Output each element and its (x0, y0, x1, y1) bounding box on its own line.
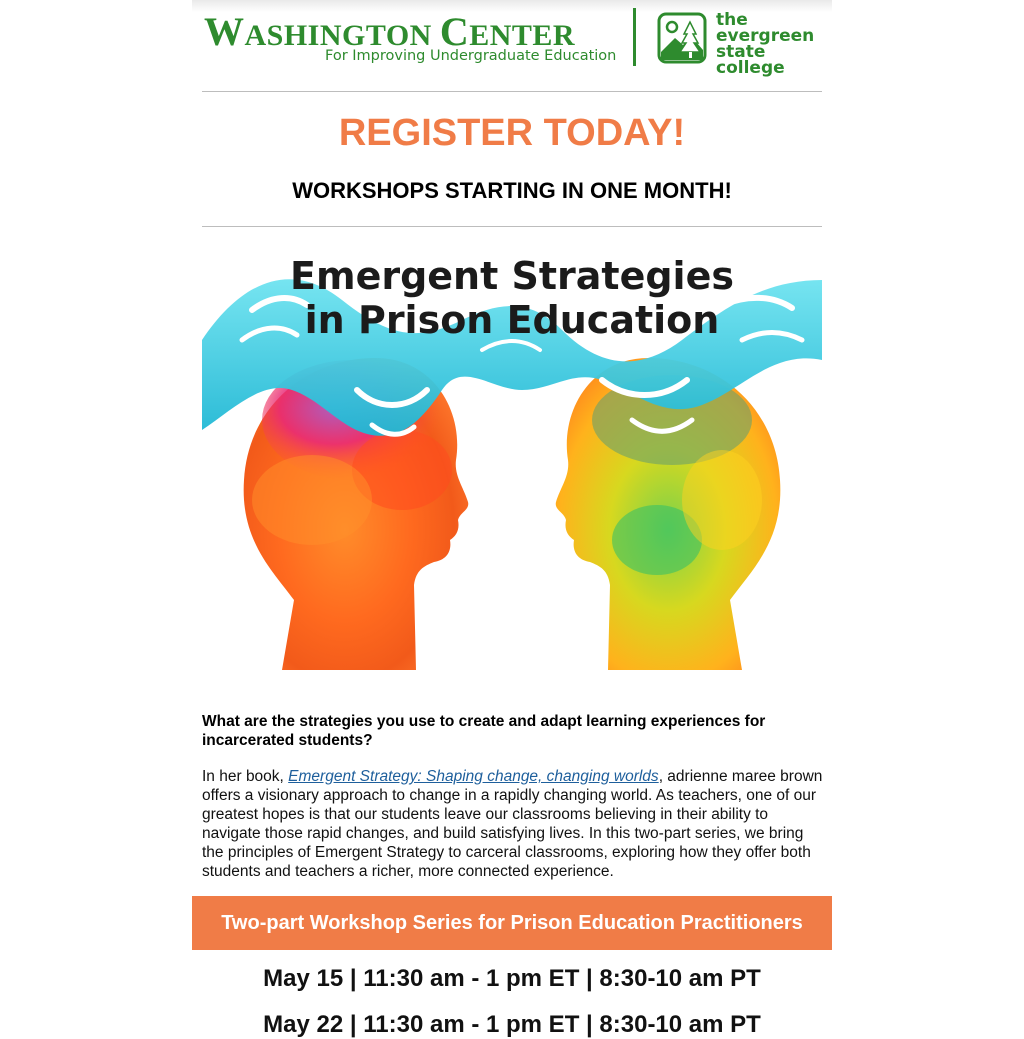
hero-image[interactable] (202, 240, 822, 672)
workshops-starting-heading: WORKSHOPS STARTING IN ONE MONTH! (292, 178, 732, 203)
description-paragraph (202, 767, 824, 881)
hero-title-line-1: Emergent Strategies (290, 254, 734, 298)
hero-title-line-2: in Prison Education (304, 298, 720, 342)
hero-title (202, 254, 822, 342)
series-banner-text: Two-part Workshop Series for Prison Education Practitioners (221, 911, 803, 934)
register-heading: REGISTER TODAY! (338, 112, 686, 154)
college-line-1: the (716, 10, 748, 30)
evergreen-tree-mountain-icon[interactable] (657, 12, 707, 64)
washington-center-subtitle: For Improving Undergraduate Education (325, 48, 617, 64)
session-date-1: May 15 | 11:30 am - 1 pm ET | 8:30-10 am PT (263, 965, 761, 992)
paragraph-body: , adrienne maree brown offers a visionary approach to change in a rapidly changing world. As teachers, one of our greatest hopes is that our students leave our classrooms believing in their ability to navigate those rapid changes, and build satisfying lives. In this two-part series, we bring the principles of Emergent Strategy to carceral classrooms, exploring how they offer both students and teachers a richer, more connected experience. (202, 768, 823, 880)
washington-center-logo-text[interactable]: WASHINGTON CENTER (204, 9, 576, 54)
college-line-2: evergreen (716, 26, 815, 46)
divider-top (202, 91, 822, 92)
header-divider (633, 8, 636, 66)
email-body (192, 0, 832, 1038)
intro-question: What are the strategies you use to create and adapt learning experiences for incarcerated students? (202, 713, 766, 749)
book-link[interactable]: Emergent Strategy: Shaping change, changing worlds (288, 768, 659, 785)
divider-middle (202, 226, 822, 227)
email-header (192, 0, 832, 80)
evergreen-college-name[interactable] (716, 12, 832, 76)
college-line-3: state college (716, 42, 785, 78)
series-banner (192, 896, 832, 950)
session-date-2: May 22 | 11:30 am - 1 pm ET | 8:30-10 am PT (263, 1011, 761, 1038)
paragraph-prefix: In her book, (202, 768, 289, 785)
